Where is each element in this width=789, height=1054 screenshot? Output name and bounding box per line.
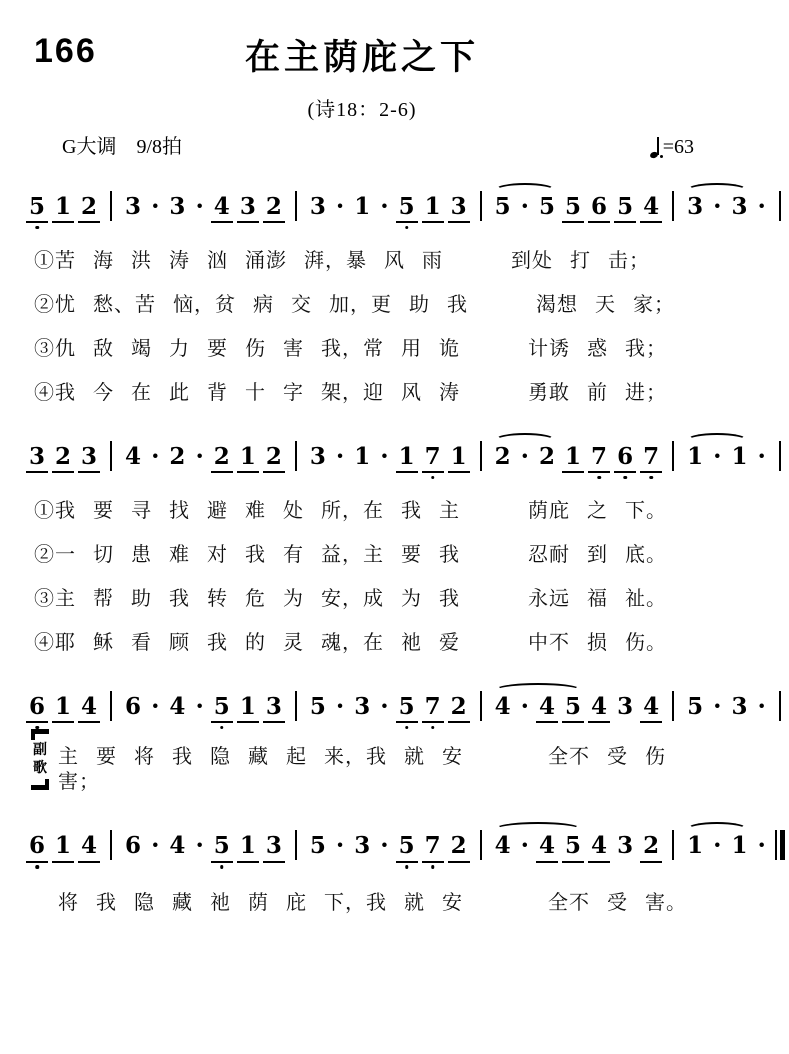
- hymn-number: 166: [34, 32, 97, 70]
- chorus-row: [30, 745, 724, 795]
- chorus-final-line: 将 我 隐 藏 祂 荫 庇 下，我 就 安 全不 受 害。: [58, 891, 687, 914]
- final-lyric-row: [58, 891, 724, 916]
- hymn-sheet-page: [0, 30, 766, 1054]
- meta-row: [0, 130, 724, 159]
- verse-line: ②忧 愁、苦 恼，贫 病 交 加，更 助 我 渴想 天 家；: [34, 294, 675, 317]
- dotted-quarter-note-icon: [650, 137, 662, 159]
- music-line-1: 5 1 2 3 · 3 · 4 3 2 3 · 1 · 5 1 3 5 · 5 5 6 5 4 3 · 3 ·: [0, 175, 724, 235]
- music-line-4: 6 1 4 6 · 4 · 5 1 3 5 · 3 · 5 7 2 4 · 4 5 4 3 2 1 · 1 ·: [0, 814, 724, 874]
- chorus-line: 主 要 将 我 隐 藏 起 来，我 就 安 全不 受 伤 害；: [58, 746, 683, 794]
- tempo-marking: [650, 136, 694, 159]
- verse-block-2: [34, 499, 724, 656]
- verse-line: ③主 帮 助 我 转 危 为 安，成 为 我 永远 福 祉。: [34, 588, 667, 611]
- verse-line: ①我 要 寻 找 避 难 处 所，在 我 主 荫庇 之 下。: [34, 500, 667, 523]
- vertical-bracket-top-icon: [31, 729, 49, 740]
- music-line-3: 6 1 4 6 · 4 · 5 1 3 5 · 3 · 5 7 2 4 · 4 5 4 3 4 5 · 3 ·: [0, 675, 724, 735]
- chorus-label-char: 歌: [33, 761, 47, 777]
- verse-line: ④我 今 在 此 背 十 字 架，迎 风 涛 勇敢 前 进；: [34, 382, 667, 405]
- verse-line: ②一 切 患 难 对 我 有 益，主 要 我 忍耐 到 底。: [34, 544, 667, 567]
- chorus-label: [30, 729, 50, 790]
- music-line-2: 3 2 3 4 · 2 · 2 1 2 3 · 1 · 1 7 1 2 · 2 1 7 6 7 1 · 1 ·: [0, 425, 724, 485]
- hymn-title: 在主荫庇之下: [244, 38, 479, 77]
- verse-line: ③仇 敌 竭 力 要 伤 害 我，常 用 诡 计诱 惑 我；: [34, 338, 667, 361]
- verse-block-1: [34, 249, 724, 406]
- verse-line: ①苦 海 洪 涛 汹 涌澎 湃，暴 风 雨 到处 打 击；: [34, 250, 650, 273]
- verse-line: ④耶 稣 看 顾 我 的 灵 魂，在 祂 爱 中不 损 伤。: [34, 632, 667, 655]
- scripture-reference: (诗18：2-6): [307, 99, 417, 121]
- tempo-value: =63: [662, 136, 694, 158]
- vertical-bracket-bottom-icon: [31, 779, 49, 790]
- chorus-label-char: 副: [33, 743, 47, 759]
- key-time-signature: G大调 9/8拍: [62, 136, 182, 158]
